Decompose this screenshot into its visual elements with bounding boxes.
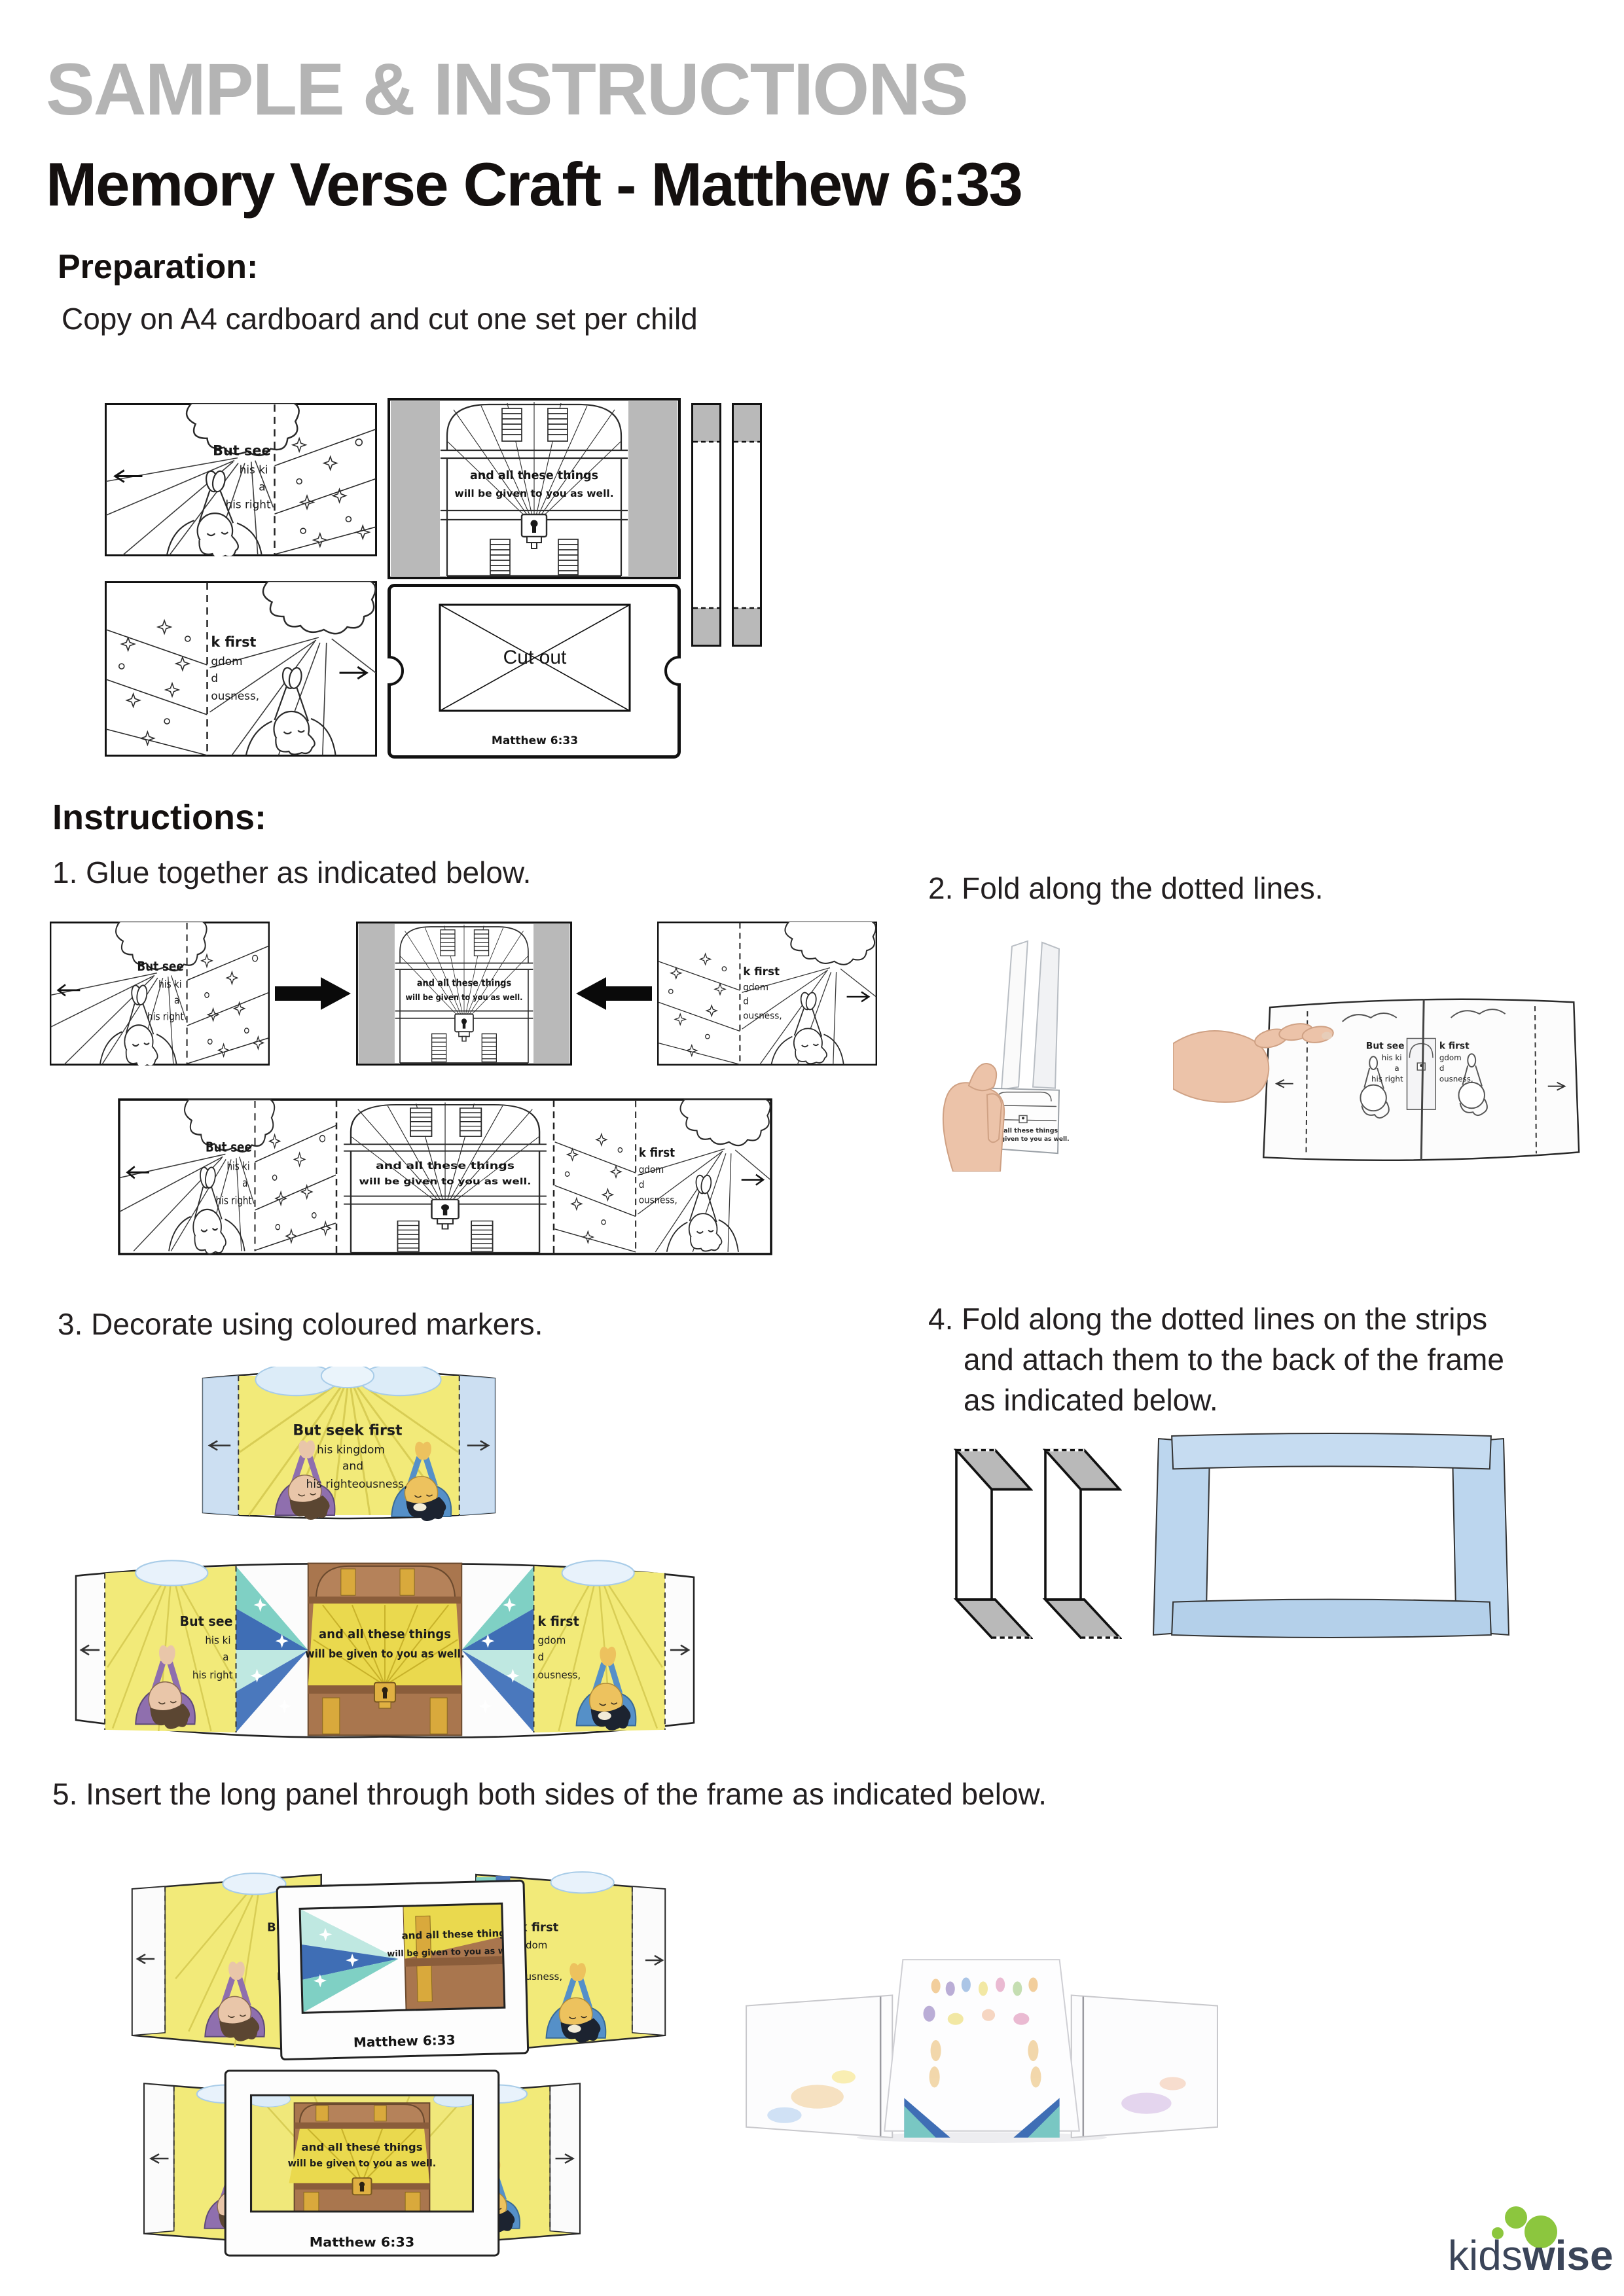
- step-1-label: 1. Glue together as indicated below.: [52, 855, 532, 889]
- logo-dot-medium: [1505, 2206, 1527, 2229]
- page-title: Memory Verse Craft - Matthew 6:33: [46, 150, 1022, 219]
- step3-photo-coloured-card: [198, 1367, 500, 1521]
- step-4-label-line2: and attach them to the back of the frame: [964, 1342, 1504, 1376]
- step1-panel-right: [657, 922, 877, 1066]
- step1-glued-long-panel: [118, 1098, 772, 1255]
- preparation-note: Copy on A4 cardboard and cut one set per child: [62, 302, 698, 336]
- prep-template-strip-1: [691, 403, 721, 647]
- step1-panel-chest: [356, 922, 572, 1066]
- step4-folded-strip-1: [950, 1441, 1033, 1639]
- step-5-label: 5. Insert the long panel through both sides of the frame as indicated below.: [52, 1777, 1047, 1811]
- prep-template-panel-left: [105, 403, 377, 556]
- step5-photo-assembled-front: [139, 2060, 585, 2261]
- step-4-label: 4. Fold along the dotted lines on the strips: [928, 1302, 1488, 1336]
- step-4-label-line3: as indicated below.: [964, 1383, 1218, 1417]
- step-2-label: 2. Fold along the dotted lines.: [928, 871, 1324, 905]
- preparation-heading: Preparation:: [58, 248, 259, 286]
- sample-instructions-title: SAMPLE & INSTRUCTIONS: [46, 48, 967, 130]
- prep-template-panel-right: [105, 581, 377, 757]
- logo-wordmark: [1448, 2232, 1614, 2276]
- logo-kids-text: kids: [1448, 2232, 1523, 2276]
- prep-template-cutout-frame: [388, 584, 681, 759]
- step4-folded-strip-2: [1039, 1441, 1122, 1639]
- step5-photo-assembled-back: [738, 1945, 1225, 2143]
- prep-template-strip-2: [732, 403, 762, 647]
- step2-photo-fold-vertical: [890, 924, 1185, 1172]
- prep-template-chest: [388, 398, 681, 579]
- step-3-label: 3. Decorate using coloured markers.: [58, 1307, 543, 1341]
- step1-panel-left: [50, 922, 270, 1066]
- step4-photo-blue-frame: [1152, 1431, 1510, 1640]
- kidswise-logo: [1424, 2199, 1621, 2276]
- glue-arrow-left-icon: [576, 976, 652, 1011]
- instructions-heading: Instructions:: [52, 798, 267, 837]
- step2-photo-fold-open: [1173, 961, 1587, 1174]
- step5-photo-assembled-side: [123, 1860, 674, 2064]
- logo-wise-text: wise: [1522, 2232, 1614, 2276]
- step3-photo-coloured-long-panel: [73, 1556, 696, 1744]
- glue-arrow-right-icon: [275, 976, 351, 1011]
